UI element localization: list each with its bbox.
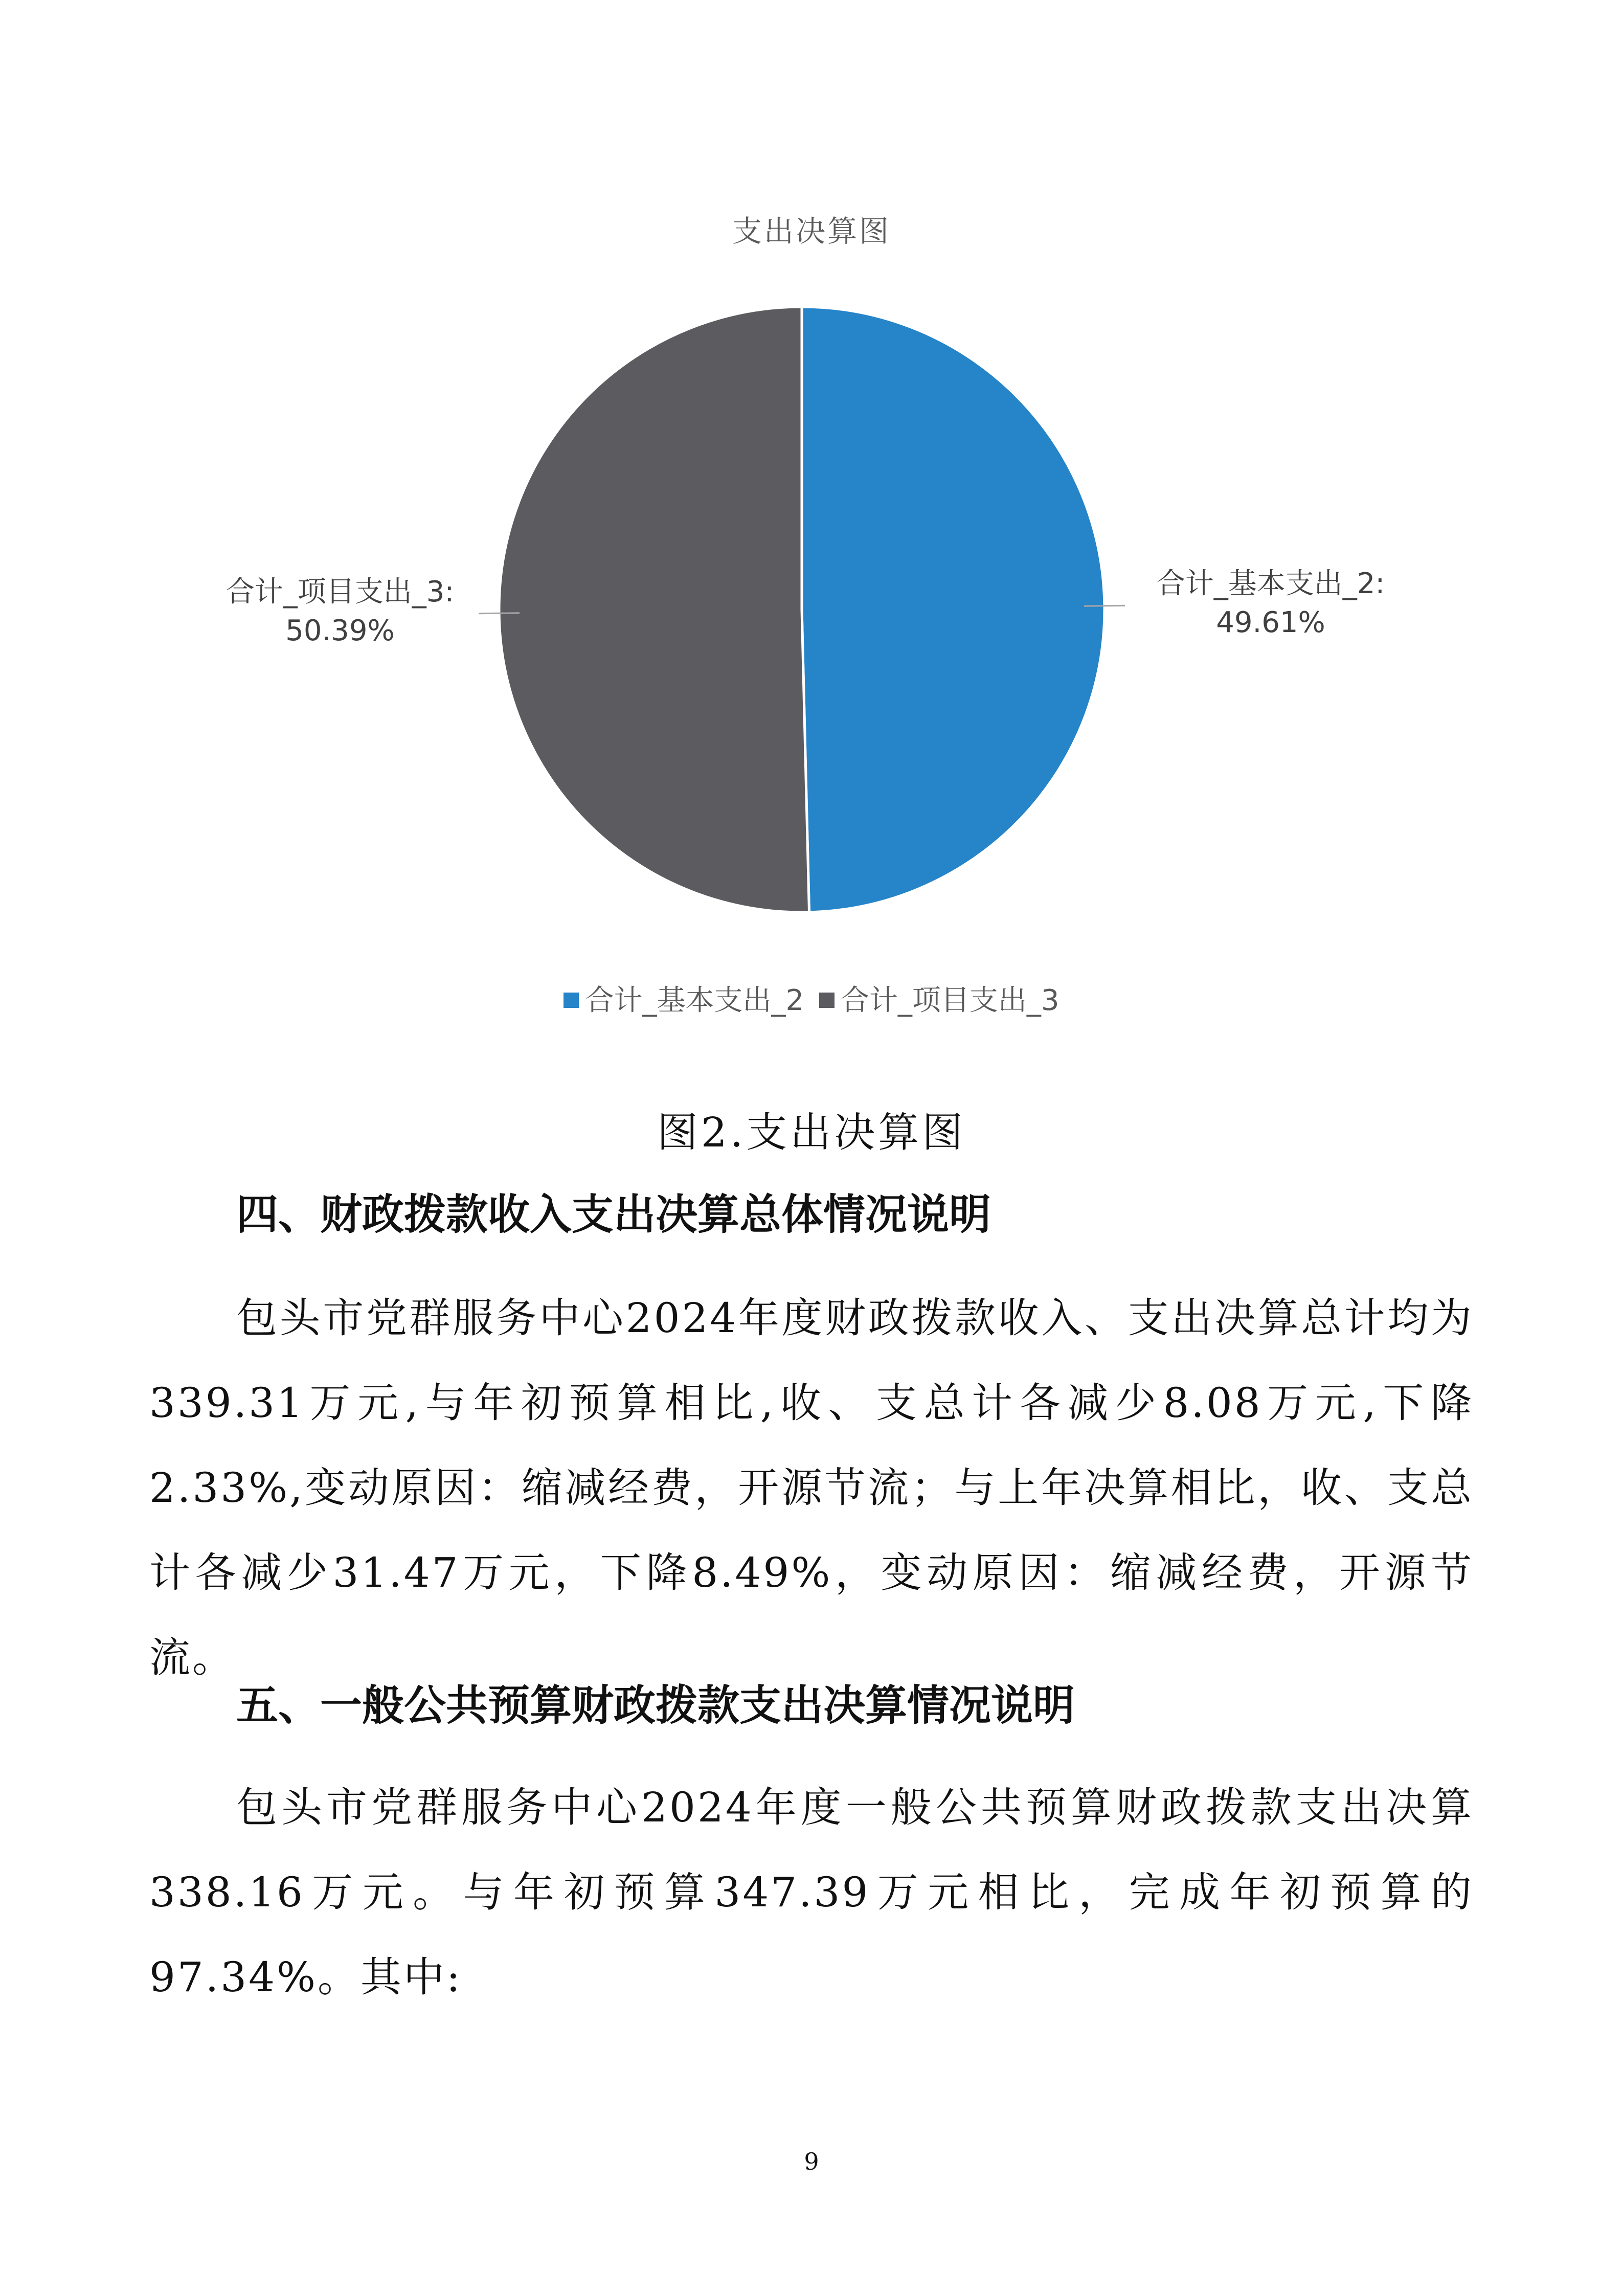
leader-line-project <box>479 613 520 614</box>
pie-slice-project <box>499 307 809 912</box>
slice-label-basic-value: 49.61% <box>1216 606 1325 639</box>
section-paragraph-fiscal-overview: 包头市党群服务中心2024年度财政拨款收入、支出决算总计均为339.31万元,与年初预算相比,收、支总计各减少8.08万元,下降2.33%,变动原因：缩减经费，开源节流；与上年决算相比，收、支总计各减少31.47万元，下降8.49%，变动原因：缩减经费，开源节流。 <box>149 1294 1474 1681</box>
legend-item-basic <box>563 978 804 1019</box>
section-heading-general-budget: 五、一般公共预算财政拨款支出决算情况说明 <box>236 1681 1075 1730</box>
chart-title: 支出决算图 <box>732 214 891 249</box>
legend-label-basic: 合计_基本支出_2 <box>585 984 804 1017</box>
legend-item-project <box>819 978 1060 1019</box>
slice-label-project <box>202 573 478 650</box>
section-heading-fiscal-overview: 四、财政拨款收入支出决算总体情况说明 <box>236 1190 991 1239</box>
page-number: 9 <box>804 2148 819 2175</box>
legend-label-project: 合计_项目支出_3 <box>840 984 1060 1017</box>
legend-swatch-basic <box>563 993 579 1008</box>
leader-line-basic <box>1084 605 1125 606</box>
slice-label-basic-name: 合计_基本支出_2: <box>1156 567 1385 600</box>
slice-label-basic <box>1128 565 1414 642</box>
expenditure-pie-chart <box>0 0 1623 1074</box>
slice-label-project-name: 合计_项目支出_3: <box>226 575 455 609</box>
slice-label-project-value: 50.39% <box>285 614 395 647</box>
section-paragraph-general-budget: 包头市党群服务中心2024年度一般公共预算财政拨款支出决算338.16万元。与年初预算347.39万元相比，完成年初预算的97.34%。其中: <box>149 1784 1474 2001</box>
pie-slice-basic <box>802 307 1104 912</box>
figure-caption: 图2.支出决算图 <box>657 1109 966 1156</box>
legend-swatch-project <box>819 993 835 1008</box>
chart-legend <box>0 978 1623 1019</box>
pie-svg <box>0 0 1623 1074</box>
